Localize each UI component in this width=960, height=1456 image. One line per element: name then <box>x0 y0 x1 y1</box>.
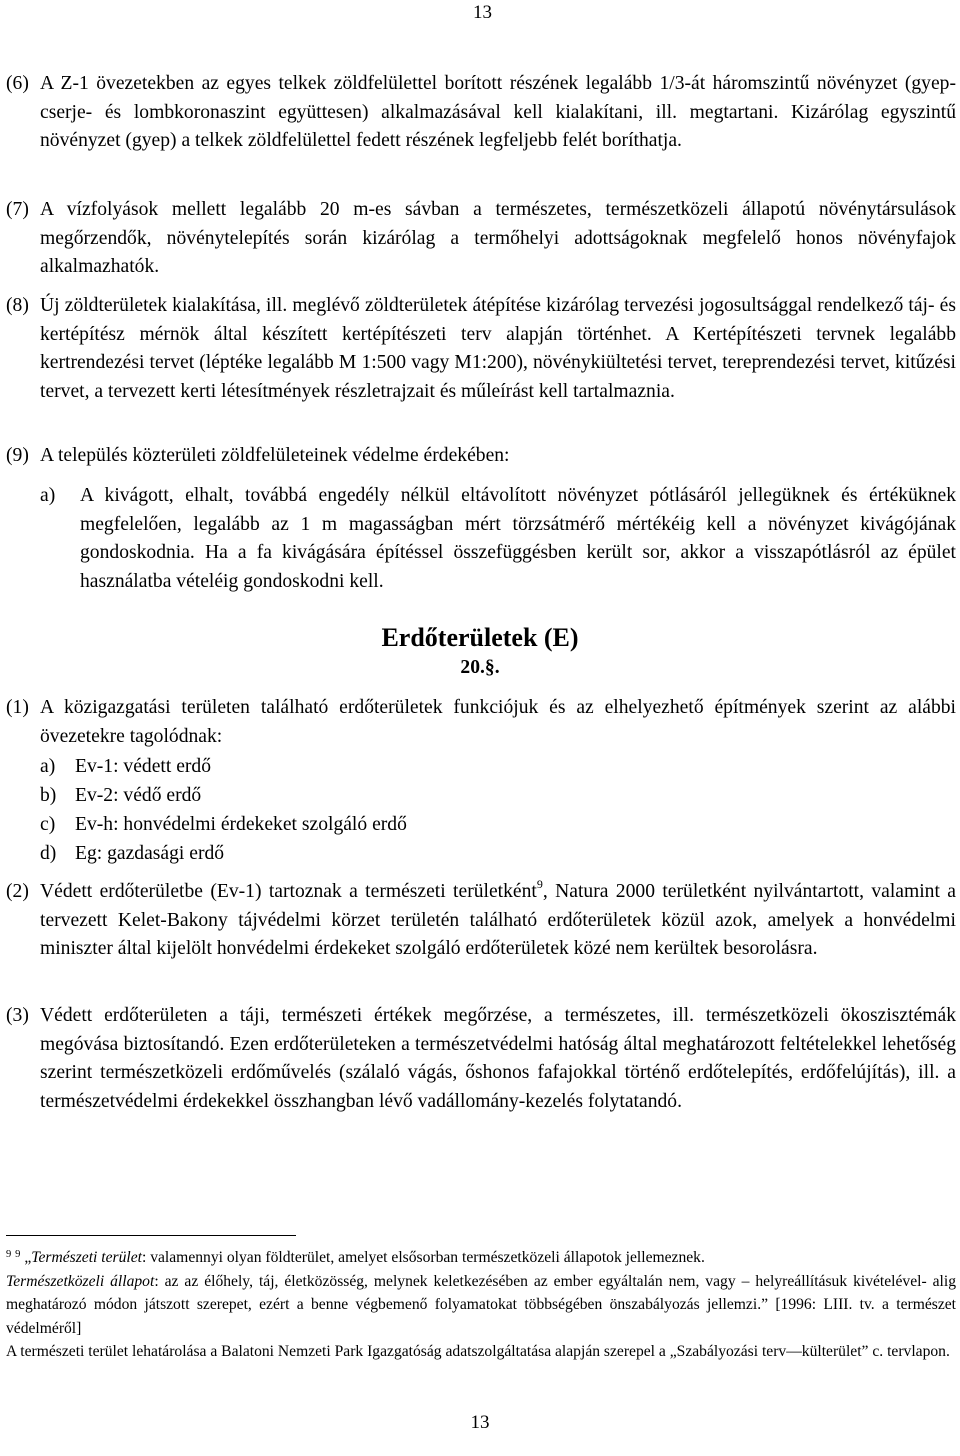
section-paragraph-3 <box>6 1002 956 1116</box>
text-after-footnote: , Natura 2000 területként nyilvántartott, valamint a tervezett Kelet-Bakony tájvédelmi körzet területén található erdőterületek közül azok, amelyek a honvédelmi miniszter által kijelölt honvédelmi érdekeket szolgáló erdőterületek közé nem kerültek besorolásra. <box>40 881 956 960</box>
footnote-term: Természeti terület <box>31 1249 142 1266</box>
page-number-top: 13 <box>473 2 492 23</box>
paragraph-text: A vízfolyások mellett legalább 20 m-es sávban a természetes, természetközeli állapotú növénytársulások megőrzendők, növénytelepítés során kizárólag a termőhelyi adottságoknak megfelelő honos növényfajok alkalmazhatók. <box>40 199 956 278</box>
paragraph-number: (9) <box>6 445 29 466</box>
paragraph-number: (8) <box>6 295 29 316</box>
item-label: b) <box>40 785 57 806</box>
paragraph-8 <box>6 292 956 406</box>
item-text: A kivágott, elhalt, továbbá engedély nélkül eltávolított növényzet pótlásáról jellegüknek és értéküknek megfelelően, legalább az 1 m magasságban mért törzsátmérő mértékéig kell a növényzet kivágójának gondoskodnia. Ha a fa kivágására építéssel összefüggésben került sor, akkor a visszapótlásról az épület használatba vételéig gondoskodni kell. <box>80 485 956 592</box>
paragraph-9-item-a <box>40 482 956 596</box>
paragraph-text <box>40 878 956 964</box>
item-text: Ev-1: védett erdő <box>75 756 212 777</box>
list-item <box>40 782 201 811</box>
item-label: a) <box>40 485 56 506</box>
section-paragraph-1 <box>6 694 956 751</box>
footnote-mark: 9 <box>6 1249 12 1260</box>
section-paragraph-2 <box>6 878 956 964</box>
item-text: Ev-h: honvédelmi érdekeket szolgáló erdő <box>75 814 407 835</box>
footnote <box>6 1243 956 1364</box>
paragraph-number: (7) <box>6 199 29 220</box>
section-title: Erdőterületek (E) <box>381 623 579 652</box>
paragraph-number: (1) <box>6 697 29 718</box>
paragraph-text: A település közterületi zöldfelületeinek védelme érdekében: <box>40 445 510 466</box>
text-before-footnote: Védett erdőterületbe (Ev-1) tartoznak a természeti területként <box>40 881 537 902</box>
list-item <box>40 811 407 840</box>
list-item <box>40 753 211 782</box>
page-number-bottom: 13 <box>470 1412 490 1433</box>
footnote-mark: 9 <box>15 1249 21 1260</box>
footnote-line-1 <box>6 1243 956 1270</box>
item-text: Eg: gazdasági erdő <box>75 843 225 864</box>
paragraph-7 <box>6 196 956 282</box>
paragraph-9 <box>6 442 956 471</box>
paragraph-text: Új zöldterületek kialakítása, ill. meglévő zöldterületek átépítése kizárólag tervezési jogosultsággal rendelkező táj- és kertépítész mérnök által készített kertépítészeti terv alapján történhet. A Kertépítészeti tervnek legalább kertrendezési tervet (léptéke legalább M 1:500 vagy M1:200), növénykiültetési tervet, tereprendezési tervet, kitűzési tervet, a tervezett kerti létesítmények részletrajzait és műleírást kell tartalmaznia. <box>40 295 956 402</box>
item-label: d) <box>40 843 57 864</box>
paragraph-text: A közigazgatási területen található erdőterületek funkciójuk és az elhelyezhető építmények szerint az alábbi övezetekre tagolódnak: <box>40 697 956 747</box>
footnote-reference[interactable]: 9 <box>536 877 543 891</box>
item-text: Ev-2: védő erdő <box>75 785 202 806</box>
footnote-term: Természetközeli állapot <box>6 1272 155 1290</box>
paragraph-number: (2) <box>6 881 29 902</box>
list-item <box>40 840 224 869</box>
item-label: a) <box>40 756 56 777</box>
item-label: c) <box>40 814 56 835</box>
footnote-definition: : az az élőhely, táj, életközösség, melynek keletkezésében az ember egyáltalán nem, vagy – helyreállításuk kivételével- alig meghatározó módon játszott szerepet, ezért a benne végbemenő folyamatokat többségében önszabályozás jellemzi.” [1996: LIII. tv. a természet védelméről] <box>6 1272 957 1337</box>
paragraph-6 <box>6 70 956 156</box>
paragraph-text: Védett erdőterületen a táji, természeti értékek megőrzése, a természetes, ill. természetközeli ökoszisztémák megóvása biztosítandó. Ezen erdőterületeken a természetvédelmi hatóság által meghatározott feltételekkel lehetőség szerint természetközeli erdőművelés (szálaló vágás, őshonos fafajokkal történő erdőtelepítés, erdőfelújítás), ill. a természetvédelmi érdekekkel összhangban lévő vadállomány-kezelés folytatandó. <box>40 1005 956 1112</box>
open-quote: „ <box>24 1249 32 1266</box>
footnote-line-2 <box>6 1270 956 1341</box>
paragraph-number: (3) <box>6 1005 29 1026</box>
paragraph-text: A Z-1 övezetekben az egyes telkek zöldfelülettel borított részének legalább 1/3-át háromszintű növényzet (gyep- cserje- és lombkoronaszint együttesen) alkalmazásával kell kialakítani, ill. megtartani. Kizárólag egyszintű növényzet (gyep) a telkek zöldfelülettel fedett részének legfeljebb felét boríthatja. <box>40 73 956 152</box>
footnote-definition: : valamennyi olyan földterület, amelyet elsősorban természetközeli állapotok jellemeznek. <box>141 1249 705 1266</box>
paragraph-number: (6) <box>6 73 29 94</box>
footnote-divider <box>6 1235 296 1236</box>
footnote-note: A természeti terület lehatárolása a Balatoni Nemzeti Park Igazgatóság adatszolgáltatása alapján szerepel a „Szabályozási terv—külterület” c. tervlapon. <box>6 1343 950 1360</box>
section-number: 20.§. <box>460 657 500 678</box>
